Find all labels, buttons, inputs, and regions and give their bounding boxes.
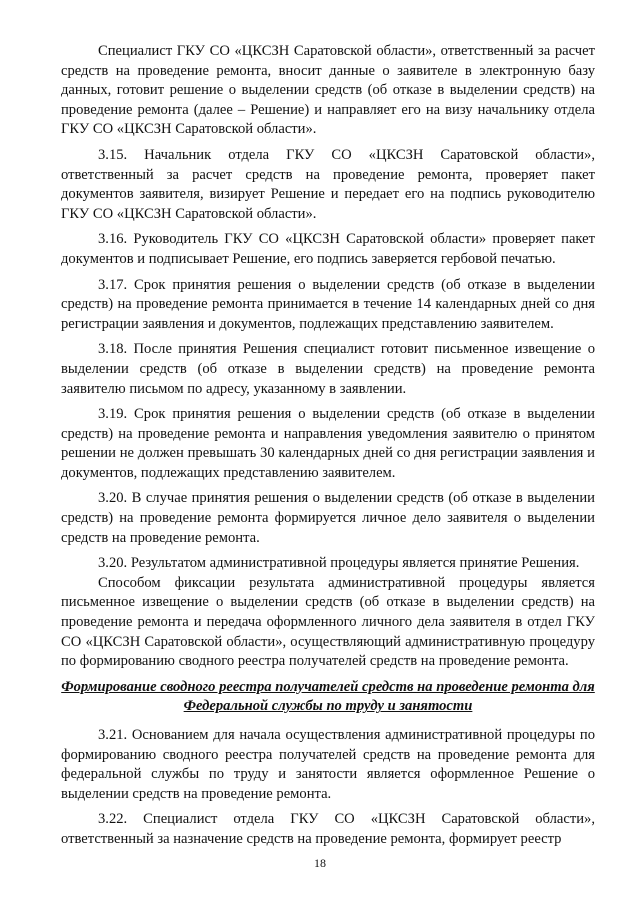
paragraph-3-18: 3.18. После принятия Решения специалист готовит письменное извещение о выделении средств (об отказе в выделении средств) на проведение ремонта заявителю письмом по адресу, указанному в заявлении. (61, 341, 595, 397)
paragraph-3-15: 3.15. Начальник отдела ГКУ СО «ЦКСЗН Саратовской области», ответственный за расчет средств на проведение ремонта, проверяет пакет документов заявителя, визирует Решение и передает его на подпись руководителю ГКУ СО «ЦКСЗН Саратовской области». (61, 146, 595, 222)
paragraph-specialist-calculation: Специалист ГКУ СО «ЦКСЗН Саратовской области», ответственный за расчет средств на проведение ремонта, вносит данные о заявителе в электронную базу данных, готовит решение о выделении средств (об отказе в выделении средств) на проведение ремонта (далее – Решение) и направляет его на визу начальнику отдела ГКУ СО «ЦКСЗН Саратовской области». (61, 43, 595, 138)
paragraph-3-19: 3.19. Срок принятия решения о выделении средств (об отказе в выделении средств) на проведение ремонта и направления уведомления заявителю о принятом решении не должен превышать 30 календарных дней со дня регистрации заявления и документов, подлежащих представлению заявителем. (61, 406, 595, 481)
section-heading-registry: Формирование сводного реестра получателей средств на проведение ремонта для Федеральной службы по труду и занятости (61, 678, 595, 715)
paragraph-3-20-personal-file: 3.20. В случае принятия решения о выделении средств (об отказе в выделении средств) на проведение ремонта формируется личное дело заявителя о выделении средств на проведение ремонта. (61, 490, 595, 546)
paragraph-fixation-method: Способом фиксации результата административной процедуры является письменное извещение о выделении средств (об отказе в выделении средств) на проведение ремонта и передача оформленного личного дела заявителя в отдел ГКУ СО «ЦКСЗН Саратовской области», осуществляющий административную процедуру по формированию сводного реестра получателей средств на проведение ремонта. (61, 574, 595, 670)
paragraph-3-21: 3.21. Основанием для начала осуществления административной процедуры по формированию сводного реестра получателей средств на проведение ремонта для федеральной службы по труду и занятости является оформленное Решение о выделении средств на проведение ремонта. (61, 727, 595, 802)
paragraph-3-16: 3.16. Руководитель ГКУ СО «ЦКСЗН Саратовской области» проверяет пакет документов и подписывает Решение, его подпись заверяется гербовой печатью. (61, 231, 595, 267)
page-number: 18 (314, 856, 326, 870)
paragraph-3-20-result: 3.20. Результатом административной процедуры является принятие Решения. (98, 555, 580, 572)
paragraph-3-17: 3.17. Срок принятия решения о выделении средств (об отказе в выделении средств) на проведение ремонта принимается в течение 14 календарных дней со дня регистрации заявления и документов, подлежащих представлению заявителем. (61, 276, 595, 332)
paragraph-3-22: 3.22. Специалист отдела ГКУ СО «ЦКСЗН Саратовской области», ответственный за назначение средств на проведение ремонта, формирует реестр (61, 811, 595, 847)
page-content (61, 42, 595, 856)
